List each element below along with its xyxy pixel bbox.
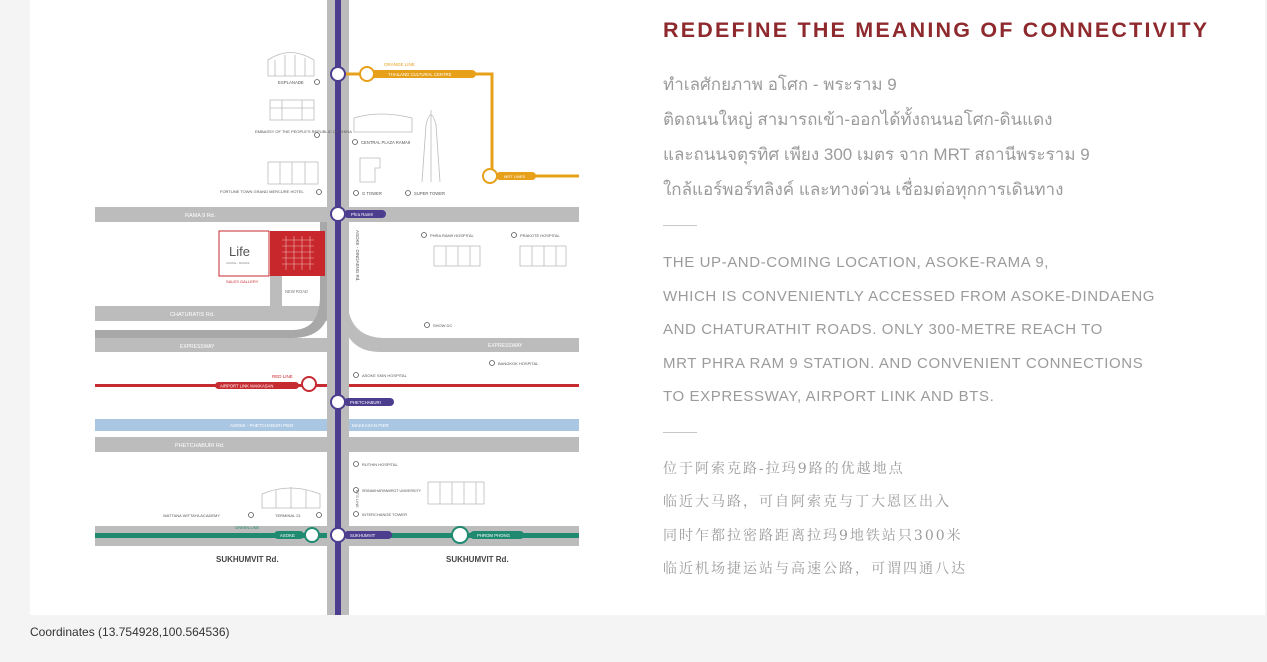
airport-link-label: AIRPORT LINK MAKKASAN <box>220 383 274 389</box>
expressway-right-label: EXPRESSWAY <box>488 343 523 349</box>
sukhumvit-right-label: SUKHUMVIT Rd. <box>446 555 509 564</box>
asoke-road-label: ASOKE - DINDAENG Rd. <box>355 230 360 282</box>
new-road-stub <box>270 276 282 306</box>
chinese-line: 临近机场捷运站与高速公路，可谓四通八达 <box>663 561 967 577</box>
thailand-cultural-centre-label: THAILAND CULTURAL CENTRE <box>388 72 452 77</box>
srinakharinwirot-label: SRINAKHARINWIROT UNIVERSITY <box>362 489 422 493</box>
central-plaza-building <box>354 114 412 132</box>
english-line: AND CHATURATHIT ROADS. ONLY 300-METRE REACH TO <box>663 321 1103 338</box>
sukhumvit-station-label: SUKHUMVIT <box>350 533 376 538</box>
sukhumvit-station-icon <box>331 528 345 542</box>
esplanade-station-icon <box>331 67 345 81</box>
bangkok-hospital-marker <box>490 361 495 366</box>
thai-line: ทำเลศักยภาพ อโศก - พระราม 9 <box>663 75 897 94</box>
ruthin-hospital-marker <box>354 462 359 467</box>
phetchaburi-road-label: PHETCHABURI Rd. <box>175 443 225 449</box>
asoke-station-icon <box>305 528 319 542</box>
fortune-town-label: FORTUNE TOWN GRAND MERCURE HOTEL <box>220 189 304 194</box>
makkasan-pier-label: MAKKASAN PIER <box>352 423 389 428</box>
page-heading: REDEFINE THE MEANING OF CONNECTIVITY <box>663 18 1210 42</box>
phetchaburi-station-icon <box>331 395 345 409</box>
thailand-cultural-centre-icon <box>360 67 374 81</box>
english-description <box>663 246 1263 414</box>
prakote-hospital-label: PRAKOTE HOSPITAL <box>520 233 560 238</box>
super-tower-label: SUPER TOWER <box>414 191 446 196</box>
esplanade-marker <box>315 80 320 85</box>
asoke-skin-hospital-label: ASOKE SKIN HOSPITAL <box>362 373 407 378</box>
sales-gallery-label: SALES GALLERY <box>226 279 259 284</box>
phra-ram9-station-icon <box>331 207 345 221</box>
g-tower-marker <box>354 191 359 196</box>
embassy-building <box>270 100 314 120</box>
thai-description <box>663 67 1263 207</box>
interchange-tower-marker <box>354 512 359 517</box>
bts-line-label: BTS LINE <box>355 490 360 508</box>
super-tower-building <box>422 110 440 182</box>
prakote-hospital-marker <box>512 233 517 238</box>
description-column <box>663 18 1263 587</box>
mrt-lines-label: MRT LINES <box>504 174 526 179</box>
project-logo-subtext: ASOKE - RAMA9 <box>226 261 250 265</box>
location-map <box>30 0 630 615</box>
terminal21-label: TERMINAL 21 <box>275 513 301 518</box>
phetchaburi-station-label: PHETCHABURI <box>350 400 381 405</box>
g-tower-label: G TOWER <box>362 191 382 196</box>
university-building <box>428 482 484 504</box>
orange-line <box>338 74 579 176</box>
esplanade-label: ESPLANADE <box>278 80 304 85</box>
red-line-label: RED LINE <box>272 374 293 379</box>
coordinates-caption: Coordinates (13.754928,100.564536) <box>30 625 230 639</box>
embassy-label: EMBASSY OF THE PEOPLE'S REPUBLIC OF CHINA <box>255 129 352 134</box>
phra-ram9-hospital-marker <box>422 233 427 238</box>
expressway-right <box>340 222 579 352</box>
thai-line: ใกล้แอร์พอร์ทลิงค์ และทางด่วน เชื่อมต่อทุกการเดินทาง <box>663 180 1064 199</box>
pier-line-label: ASOKE - PHETCHABURI PIER <box>230 423 294 428</box>
english-line: WHICH IS CONVENIENTLY ACCESSED FROM ASOKE-DINDAENG <box>663 287 1156 305</box>
english-line: THE UP-AND-COMING LOCATION, ASOKE-RAMA 9, <box>663 254 1050 271</box>
fortune-town-building <box>268 162 318 184</box>
bangkok-hospital-label: BANGKOK HOSPITAL <box>498 361 539 366</box>
asoke-skin-hospital-marker <box>354 373 359 378</box>
terminal21-marker <box>317 513 322 518</box>
show-dc-marker <box>425 323 430 328</box>
g-tower-building <box>360 158 380 182</box>
project-logo-text: Life <box>229 244 250 259</box>
phrom-phong-station-icon <box>452 527 468 543</box>
green-line-label: GREEN LINE <box>235 525 260 530</box>
section-divider <box>663 432 697 433</box>
central-plaza-marker <box>353 140 358 145</box>
thai-line: ติดถนนใหญ่ สามารถเข้า-ออกได้ทั้งถนนอโศก-ดินแดง <box>663 110 1053 129</box>
chinese-line: 位于阿索克路-拉玛9路的优越地点 <box>663 460 905 477</box>
asoke-station-label: ASOKE <box>280 533 295 538</box>
chinese-line: 临近大马路，可自阿索克与丁大恩区出入 <box>663 494 951 510</box>
project-building-block <box>270 231 325 276</box>
wattana-wittaya-marker <box>249 513 254 518</box>
new-road-label: NEW ROAD <box>285 289 309 294</box>
phrom-phong-label: PHROM PHONG <box>477 533 510 538</box>
phra-ram9-label: Phra Ram9 <box>351 212 373 217</box>
phra-ram9-hospital-label: PHRA RAM9 HOSPITAL <box>430 233 474 238</box>
fortune-town-marker <box>317 190 322 195</box>
chinese-line: 同时乍都拉密路距离拉玛9地铁站只300米 <box>663 527 963 544</box>
airport-link-station-icon <box>302 377 316 391</box>
central-plaza-label: CENTRAL PLAZA RAMA9 <box>361 140 411 145</box>
chaturathit-road-label: CHATURATIS Rd. <box>170 312 215 318</box>
esplanade-building <box>268 53 314 77</box>
mrt-purple-line <box>335 0 341 615</box>
show-dc-label: SHOW DC <box>433 323 453 328</box>
rama9-road-label: RAMA 9 Rd. <box>185 213 216 219</box>
wattana-wittaya-label: WATTANA WITTAYA ACADEMY <box>163 513 221 518</box>
english-line: TO EXPRESSWAY, AIRPORT LINK AND BTS. <box>663 388 995 405</box>
thai-line: และถนนจตุรทิศ เพียง 300 เมตร จาก MRT สถานีพระราม 9 <box>663 145 1090 164</box>
sukhumvit-left-label: SUKHUMVIT Rd. <box>216 555 279 564</box>
interchange-tower-label: INTERCHANGE TOWER <box>362 512 407 517</box>
super-tower-marker <box>406 191 411 196</box>
terminal21-building <box>262 487 320 508</box>
english-line: MRT PHRA RAM 9 STATION. AND CONVENIENT CONNECTIONS <box>663 354 1144 372</box>
hospital-buildings <box>434 246 566 266</box>
section-divider <box>663 225 697 226</box>
content-panel <box>30 0 1265 615</box>
mrt-lines-station-icon <box>483 169 497 183</box>
expressway-left-label: EXPRESSWAY <box>180 344 215 350</box>
ruthin-hospital-label: RUTHIN HOSPITAL <box>362 462 398 467</box>
chinese-description <box>663 453 1263 587</box>
orange-line-label: ORANGE LINE <box>384 62 415 67</box>
